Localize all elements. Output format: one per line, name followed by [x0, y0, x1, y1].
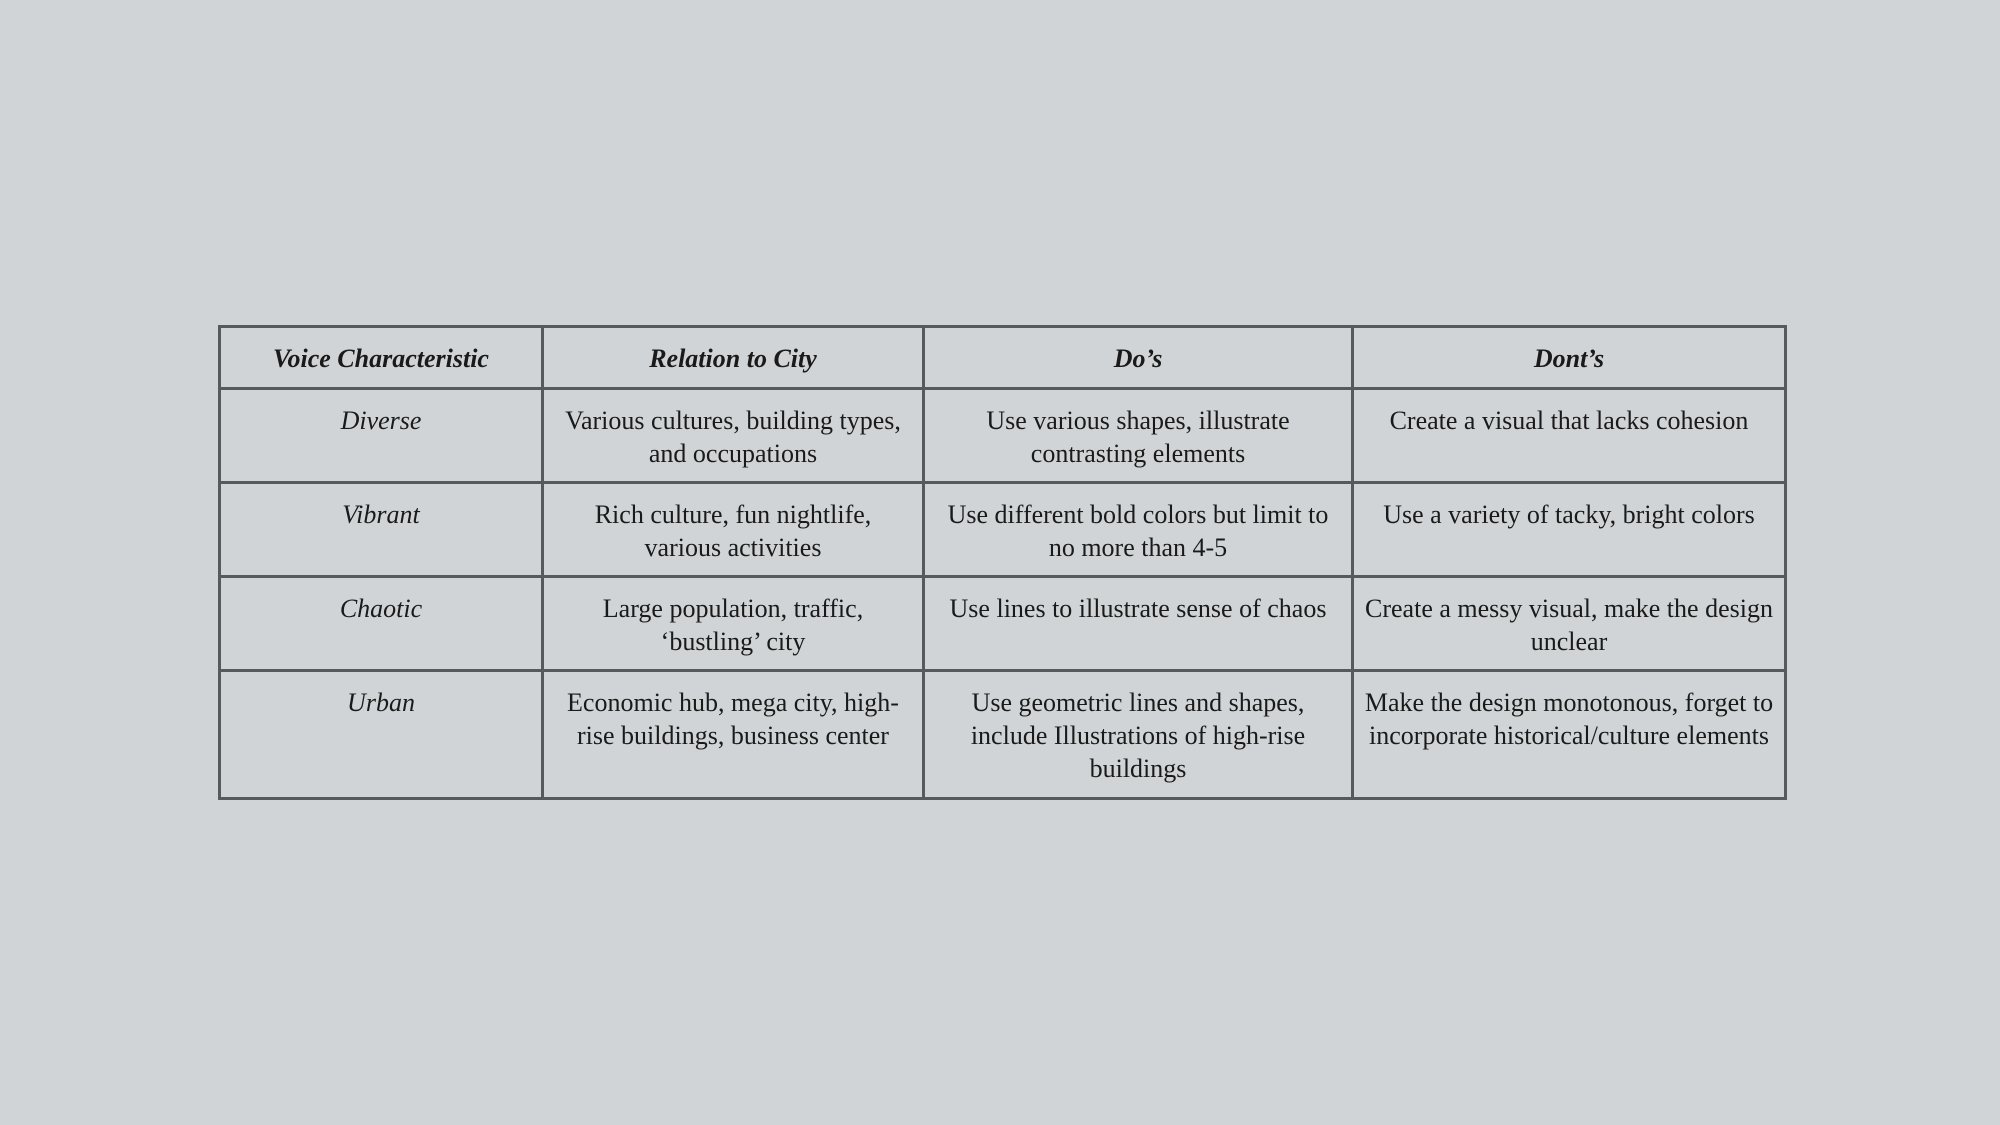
cell-donts: Create a messy visual, make the design unclear	[1353, 577, 1786, 671]
header-dos: Do’s	[924, 327, 1353, 389]
cell-relation: Rich culture, fun nightlife, various activities	[543, 483, 924, 577]
cell-dos: Use different bold colors but limit to no more than 4-5	[924, 483, 1353, 577]
cell-relation: Large population, traffic, ‘bustling’ city	[543, 577, 924, 671]
voice-characteristics-table	[218, 325, 1787, 800]
header-relation-to-city: Relation to City	[543, 327, 924, 389]
cell-characteristic: Diverse	[220, 389, 543, 483]
cell-dos: Use lines to illustrate sense of chaos	[924, 577, 1353, 671]
cell-characteristic: Vibrant	[220, 483, 543, 577]
cell-relation: Economic hub, mega city, high-rise buildings, business center	[543, 671, 924, 799]
cell-characteristic: Urban	[220, 671, 543, 799]
table-row	[220, 389, 1786, 483]
table-row	[220, 671, 1786, 799]
table-header-row	[220, 327, 1786, 389]
cell-dos: Use various shapes, illustrate contrasting elements	[924, 389, 1353, 483]
cell-donts: Create a visual that lacks cohesion	[1353, 389, 1786, 483]
header-donts: Dont’s	[1353, 327, 1786, 389]
cell-donts: Use a variety of tacky, bright colors	[1353, 483, 1786, 577]
table-row	[220, 577, 1786, 671]
cell-donts: Make the design monotonous, forget to incorporate historical/culture elements	[1353, 671, 1786, 799]
cell-characteristic: Chaotic	[220, 577, 543, 671]
table-row	[220, 483, 1786, 577]
header-voice-characteristic: Voice Characteristic	[220, 327, 543, 389]
cell-dos: Use geometric lines and shapes, include Illustrations of high-rise buildings	[924, 671, 1353, 799]
cell-relation: Various cultures, building types, and occupations	[543, 389, 924, 483]
